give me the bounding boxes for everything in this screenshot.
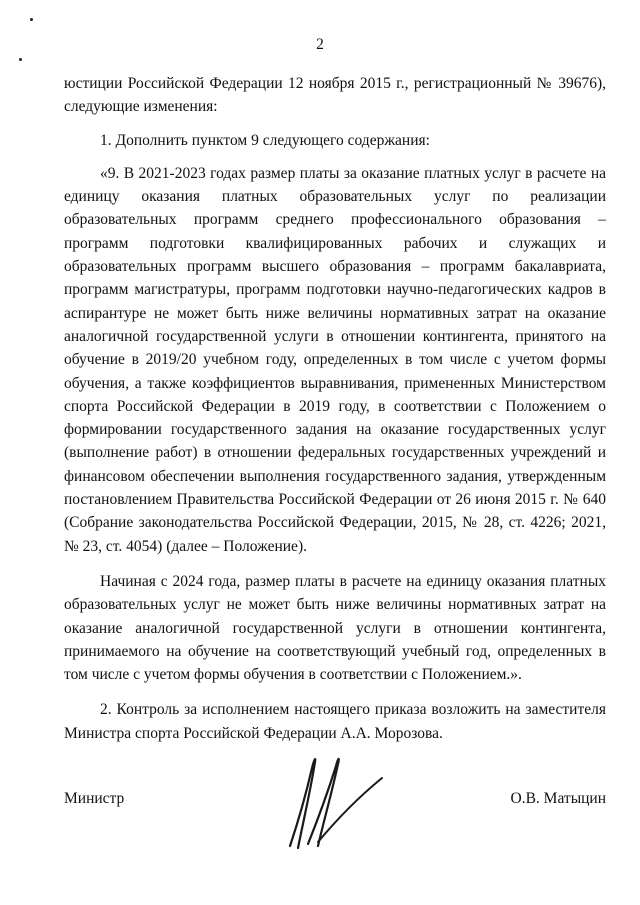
scan-speck — [30, 18, 33, 21]
scan-speck — [19, 58, 22, 61]
paragraph-from-2024: Начиная с 2024 года, размер платы в расчете на единицу оказания платных образовательных услуг не может быть ниже величины нормативных затрат на оказание аналогичной государственной услуги в отношении контингента, принимаемого на обучение на соответствующий учебный год, определенных в том числе с учетом формы обучения в соответствии с Положением.». — [64, 572, 606, 684]
document-body — [64, 72, 606, 745]
signatory-title: Министр — [64, 790, 125, 807]
page-number: 2 — [316, 36, 324, 53]
paragraph-continuation: юстиции Российской Федерации 12 ноября 2015 г., регистрационный № 39676), следующие изменения: — [64, 75, 606, 116]
signatory-name: О.В. Матыцин — [510, 790, 606, 807]
paragraph-item-1: 1. Дополнить пунктом 9 следующего содержания: — [100, 131, 430, 149]
paragraph-clause-9: «9. В 2021-2023 годах размер платы за оказание платных услуг в расчете на единицу оказания платных образовательных услуг по реализации образовательных программ среднего профессионального образования – программ подготовки квалифицированных рабочих и служащих и образовательных программ высшего образования – программ бакалавриата, программ магистратуры, программ подготовки научно-педагогических кадров в аспирантуре не может быть ниже величины нормативных затрат на оказание аналогичной государственной услуги в отношении контингента, принятого на обучение в 2019/20 учебном году, определенных в том числе с учетом формы обучения, а также коэффициентов выравнивания, примененных Министерством спорта Российской Федерации в 2019 году, в соответствии с Положением о формировании государственного задания на оказание государственных услуг (выполнение работ) в отношении федеральных государственных учреждений и финансовом обеспечении выполнения государственного задания, утвержденным постановлением Правительства Российской Федерации от 26 июня 2015 г. № 640 (Собрание законодательства Российской Федерации, 2015, № 28, ст. 4226; 2021, № 23, ст. 4054) (далее – Положение). — [64, 164, 606, 555]
paragraph-item-2: 2. Контроль за исполнением настоящего приказа возложить на заместителя Министра спорта Российской Федерации А.А. Морозова. — [64, 701, 606, 742]
handwritten-signature-icon — [278, 748, 388, 853]
